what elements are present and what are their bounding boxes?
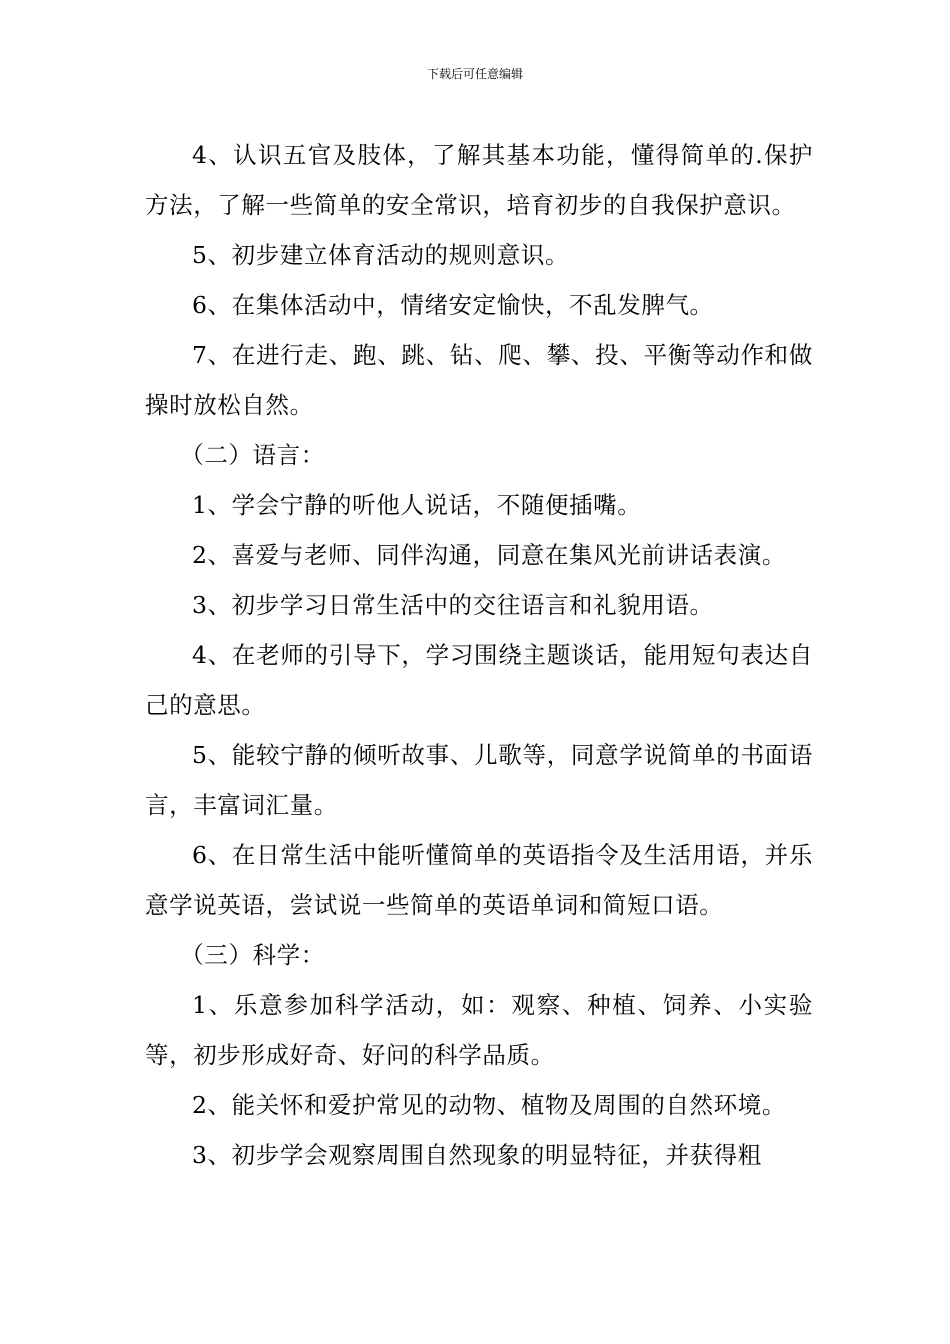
paragraph: 4、在老师的引导下，学习围绕主题谈话，能用短句表达自己的意思。 [145, 641, 813, 719]
paragraph: 1、学会宁静的听他人说话，不随便插嘴。 [192, 491, 642, 519]
paragraph: 6、在日常生活中能听懂简单的英语指令及生活用语，并乐意学说英语，尝试说一些简单的英语单词和简短口语。 [145, 841, 813, 919]
paragraph: 5、初步建立体育活动的规则意识。 [192, 241, 570, 269]
paragraph: 7、在进行走、跑、跳、钻、爬、攀、投、平衡等动作和做操时放松自然。 [145, 341, 813, 419]
page-header: 下载后可任意编辑 [426, 67, 523, 81]
paragraph: 2、能关怀和爱护常见的动物、植物及周围的自然环境。 [192, 1091, 786, 1119]
paragraph: 4、认识五官及肢体，了解其基本功能，懂得简单的.保护方法，了解一些简单的安全常识，培育初步的自我保护意识。 [145, 141, 813, 219]
paragraph: 5、能较宁静的倾听故事、儿歌等，同意学说简单的书面语言，丰富词汇量。 [145, 741, 813, 819]
section-heading-language: （二）语言： [180, 441, 325, 469]
section-heading-science: （三）科学： [180, 941, 325, 969]
paragraph: 3、初步学会观察周围自然现象的明显特征，并获得粗 [192, 1141, 762, 1169]
paragraph: 2、喜爱与老师、同伴沟通，同意在集风光前讲话表演。 [192, 541, 786, 569]
paragraph: 1、乐意参加科学活动，如：观察、种植、饲养、小实验等，初步形成好奇、好问的科学品质。 [145, 991, 813, 1069]
paragraph: 3、初步学习日常生活中的交往语言和礼貌用语。 [192, 591, 714, 619]
document-body [145, 130, 813, 1180]
paragraph: 6、在集体活动中，情绪安定愉快，不乱发脾气。 [192, 291, 714, 319]
